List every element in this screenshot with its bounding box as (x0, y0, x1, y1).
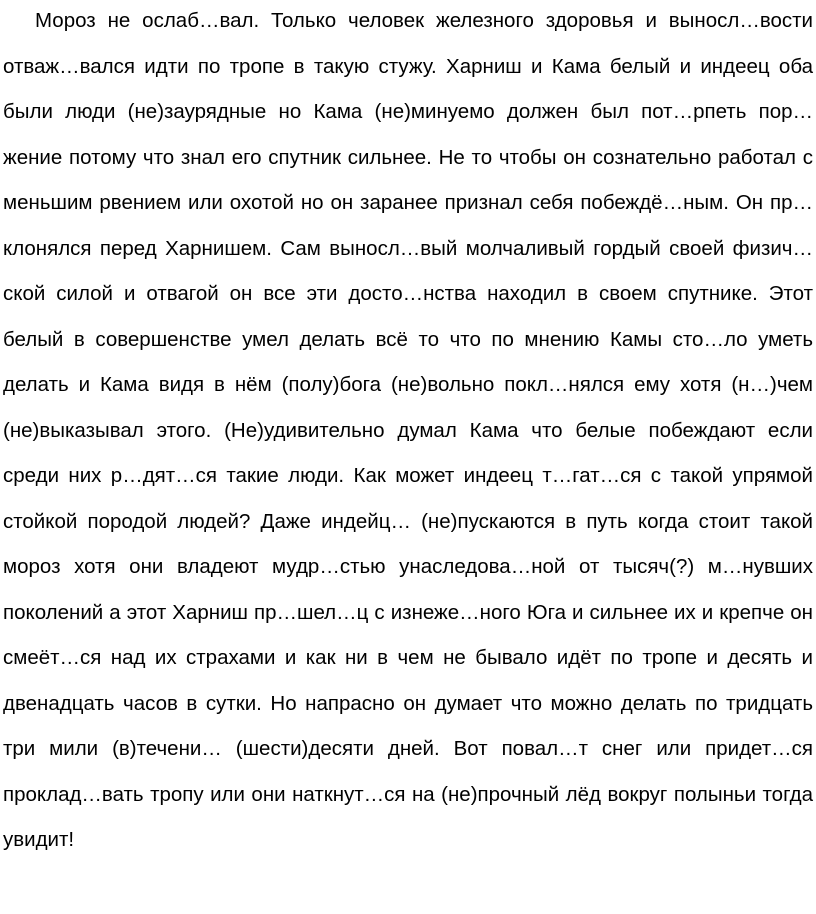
exercise-paragraph: Мороз не ослаб…вал. Только человек железного здоровья и выносл…вости отваж…вался идти по тропе в такую стужу. Харниш и Кама белый и индеец оба были люди (не)заурядные но Кама (не)минуемо должен был пот…рпеть пор…жение потому что знал его спутник сильнее. Не то чтобы он сознательно работал с меньшим рвением или охотой но он заранее признал себя побеждё…ным. Он пр…клонялся перед Харнишем. Сам выносл…вый молчаливый гордый своей физич…ской силой и отвагой он все эти досто…нства находил в своем спутнике. Этот белый в совершенстве умел делать всё то что по мнению Камы сто…ло уметь делать и Кама видя в нём (полу)бога (не)вольно покл…нялся ему хотя (н…)чем (не)выказывал этого. (Не)удивительно думал Кама что белые побеждают если среди них р…дят…ся такие люди. Как может индеец т…гат…ся с такой упрямой стойкой породой людей? Даже индейц… (не)пускаются в путь когда стоит такой мороз хотя они владеют мудр…стью унаследова…ной от тысяч(?) м…нувших поколений а этот Харниш пр…шел…ц с изнеже…ного Юга и сильнее их и крепче он смеёт…ся над их страхами и как ни в чем не бывало идёт по тропе и десять и двенадцать часов в сутки. Но напрасно он думает что можно делать по тридцать три мили (в)течени… (шести)десяти дней. Вот повал…т снег или придет…ся проклад…вать тропу или они наткнут…ся на (не)прочный лёд вокруг полыньи тогда увидит! (3, 9, 813, 851)
